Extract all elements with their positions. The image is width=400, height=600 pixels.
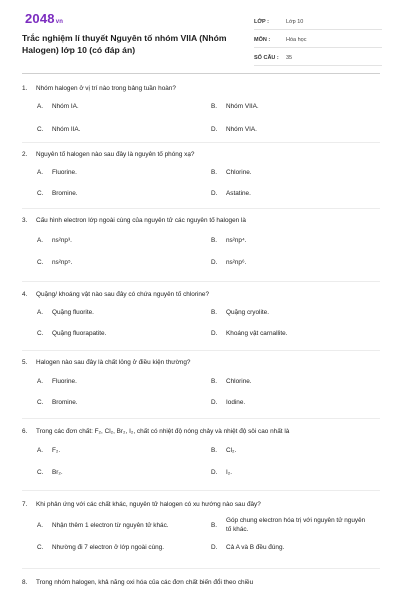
option-a[interactable]: A. Fluorine. [37, 169, 77, 176]
option-a[interactable]: A. F₂. [37, 447, 61, 454]
question-text: 2. Nguyên tố halogen nào sau đây là nguyên tố phóng xạ? [22, 151, 195, 158]
option-b[interactable]: B. Cl₂. [211, 447, 237, 454]
question-8 [22, 578, 382, 587]
question-2 [22, 150, 382, 198]
meta-label: SỐ CÂU : [254, 54, 279, 61]
question-divider [22, 281, 380, 282]
option-b[interactable]: B. Góp chung electron hóa trị với nguyên tử nguyên tố khác. [211, 517, 366, 533]
option-c[interactable]: C. Bromine. [37, 399, 78, 406]
option-b[interactable]: B. Nhóm VIIA. [211, 103, 259, 110]
meta-value: Lớp 10 [286, 18, 304, 25]
option-b[interactable]: B. Chlorine. [211, 169, 252, 176]
option-d[interactable]: D. Cả A và B đều đúng. [211, 544, 285, 551]
question-text: 3. Cấu hình electron lớp ngoài cùng của nguyên tử các nguyên tố halogen là [22, 217, 246, 224]
question-7 [22, 500, 382, 552]
question-text: 7. Khi phản ứng với các chất khác, nguyên tử halogen có xu hướng nào sau đây? [22, 501, 261, 508]
option-d[interactable]: D. Khoáng vật carnallite. [211, 330, 288, 337]
option-d[interactable]: D. Astatine. [211, 190, 251, 197]
question-divider [22, 418, 380, 419]
meta-label: LỚP : [254, 18, 269, 25]
question-divider [22, 568, 380, 569]
option-a[interactable]: A. Nhóm IA. [37, 103, 79, 110]
question-1 [22, 84, 382, 134]
site-logo[interactable]: 2048vn [25, 11, 64, 26]
meta-label: MÔN : [254, 36, 271, 43]
option-c[interactable]: C. Br₂. [37, 469, 63, 476]
document-header [0, 0, 400, 76]
header-divider [22, 73, 380, 74]
option-d[interactable]: D. Iodine. [211, 399, 246, 406]
option-c[interactable]: C. Nhóm IIA. [37, 126, 81, 133]
question-divider [22, 350, 380, 351]
question-divider [22, 490, 380, 491]
question-3 [22, 216, 382, 267]
option-c[interactable]: C. Nhường đi 7 electron ở lớp ngoài cùng. [37, 544, 165, 551]
question-divider [22, 142, 380, 143]
meta-value: Hóa học [286, 36, 307, 43]
option-a[interactable]: A. ns²np³. [37, 237, 72, 244]
option-b[interactable]: B. Chlorine. [211, 378, 252, 385]
option-a[interactable]: A. Quặng fluorite. [37, 309, 94, 316]
question-text: 5. Halogen nào sau đây là chất lỏng ở điều kiện thường? [22, 359, 191, 366]
meta-row-class [254, 14, 382, 30]
option-c[interactable]: C. ns²np⁵. [37, 259, 73, 266]
meta-row-count [254, 50, 382, 66]
question-6 [22, 427, 382, 477]
question-text: 8. Trong nhóm halogen, khả năng oxi hóa của các đơn chất biến đổi theo chiều [22, 579, 254, 586]
option-b[interactable]: B. ns²np⁴. [211, 237, 247, 244]
meta-value: 35 [286, 54, 293, 61]
option-d[interactable]: D. Nhóm VIA. [211, 126, 257, 133]
question-text: 4. Quặng/ khoáng vật nào sau đây có chứa nguyên tố chlorine? [22, 291, 210, 298]
question-4 [22, 290, 382, 338]
option-d[interactable]: D. I₂. [211, 469, 233, 476]
option-c[interactable]: C. Bromine. [37, 190, 78, 197]
option-b[interactable]: B. Quặng cryolite. [211, 309, 269, 316]
question-divider [22, 208, 380, 209]
meta-panel [254, 14, 382, 68]
option-d[interactable]: D. ns²np⁶. [211, 259, 247, 266]
meta-row-subject [254, 32, 382, 48]
question-5 [22, 358, 382, 407]
option-a[interactable]: A. Fluorine. [37, 378, 77, 385]
question-text: 6. Trong các đơn chất: F₂, Cl₂, Br₂, I₂, chất có nhiệt độ nóng chảy và nhiệt độ sôi cao nhất là [22, 428, 290, 435]
option-a[interactable]: A. Nhận thêm 1 electron từ nguyên tử khác. [37, 521, 169, 529]
option-c[interactable]: C. Quặng fluorapatite. [37, 330, 107, 337]
question-text: 1. Nhóm halogen ở vị trí nào trong bảng tuần hoàn? [22, 85, 176, 92]
page-title: Trắc nghiệm lí thuyết Nguyên tố nhóm VIIA (Nhóm Halogen) lớp 10 (có đáp án) [22, 33, 227, 55]
